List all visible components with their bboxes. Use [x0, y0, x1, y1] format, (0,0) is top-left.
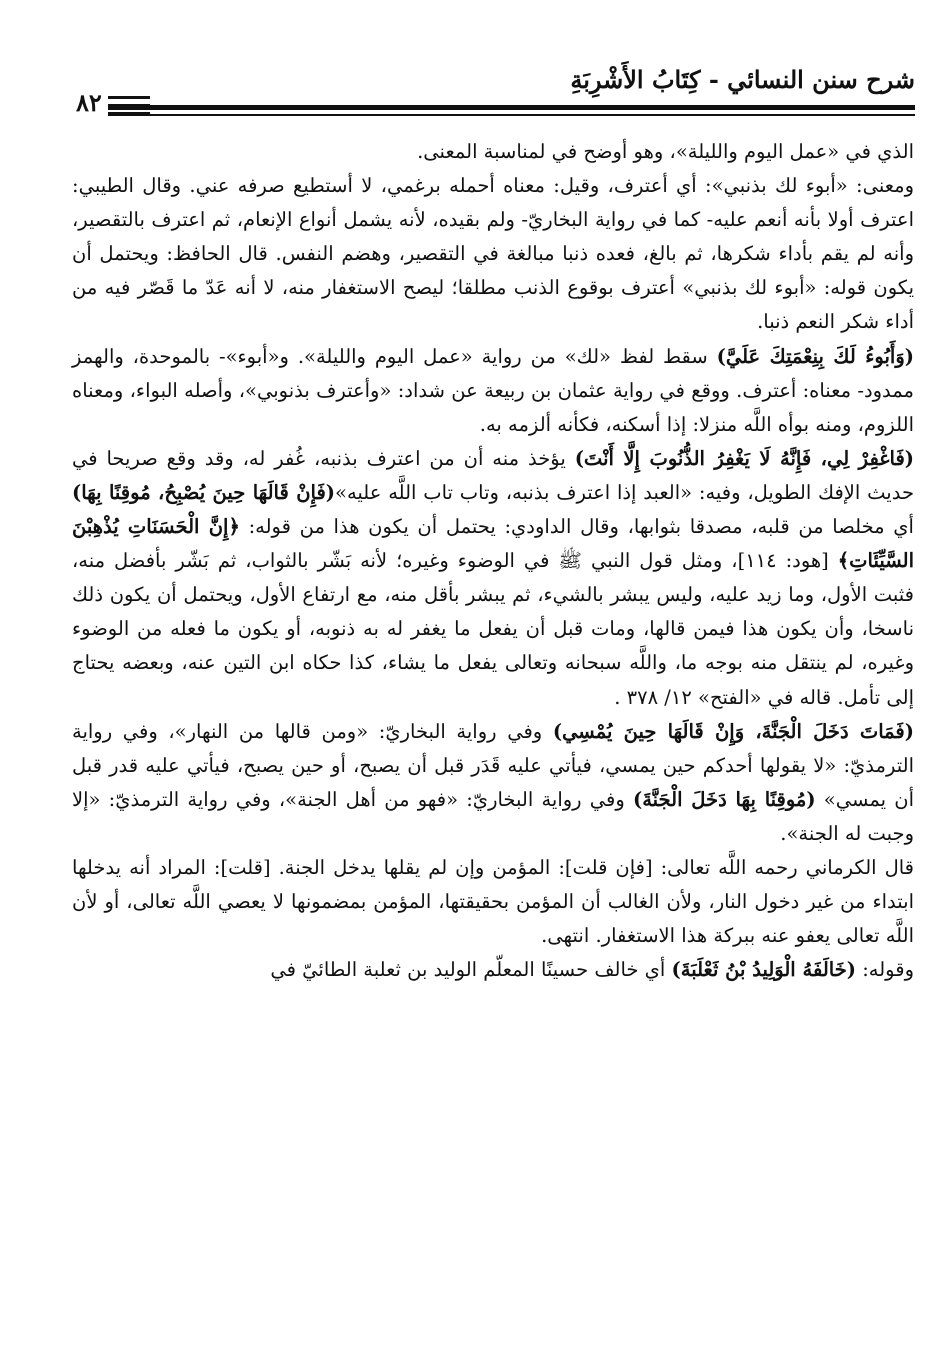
commentary-text: قال الكرماني رحمه اللَّه تعالى: [فإن قلت]: المؤمن وإن لم يقلها يدخل الجنة. [قلت]: المراد أنه يدخلها ابتداء من غير دخول النار، ولأن الغالب أن المؤمن بحقيقتها، المؤمن بمضمونها لا يعصي اللَّه تعالى، أو لأن اللَّه تعالى يعفو عنه ببركة هذا الاستغفار. انتهى. — [72, 855, 914, 948]
quoted-text: ﴿إِنَّ الْحَسَنَاتِ يُذْهِبْنَ السَّيِّئَاتِ﴾ — [72, 515, 914, 573]
quoted-text: (فَمَاتَ دَخَلَ الْجَنَّةَ، وَإِنْ قَالَهَا حِينَ يُمْسِي) — [552, 719, 914, 743]
commentary-text: وقوله: — [856, 958, 914, 982]
running-header — [70, 55, 915, 125]
paragraph — [72, 715, 914, 851]
page-number: ٨٢ — [70, 88, 108, 117]
commentary-text: سقط لفظ «لك» من رواية «عمل اليوم والليلة». و«أبوء»- بالموحدة، والهمز ممدود- معناه: أعترف. ووقع في رواية عثمان بن ربيعة عن شداد: «وأعترف بذنوبي»، وأصله البواء، ومعناه اللزوم، ومنه بوأه اللَّه منزلا: إذا أسكنه، فكأنه ألزمه به. — [72, 344, 914, 436]
header-rule-thin — [70, 114, 915, 116]
quoted-text: (خَالَفَهُ الْوَلِيدُ بْنُ ثَعْلَبَةَ) — [671, 958, 857, 982]
quoted-text: (مُوقِنًا بِهَا دَخَلَ الْجَنَّةَ) — [632, 787, 816, 811]
body-text — [72, 135, 914, 987]
commentary-text: ومعنى: «أبوء لك بذنبي»: أي أعترف، وقيل: معناه أحمله برغمي، لا أستطيع صرفه عني. وقال الطيبي: اعترف أولا بأنه أنعم عليه- كما في رواية البخاريّ- ولم بقيده، لأنه يشمل أنواع الإنعام، ثم اعترف بالتقصير، وأنه لم يقم بأداء شكرها، ثم بالغ، فعده ذنبا مبالغة في التقصير، وهضم النفس. قال الحافظ: ويحتمل أن يكون قوله: «أبوء لك بذنبي» أعترف بوقوع الذنب مطلقا؛ ليصح الاستغفار منه، لا أنه عَدّ ما قَصّر فيه من أداء شكر النعم ذنبا. — [72, 174, 914, 334]
header-title: شرح سنن النسائي - كِتَابُ الأَشْرِبَةِ — [570, 65, 915, 94]
commentary-text: الذي في «عمل اليوم والليلة»، وهو أوضح في لمناسبة المعنى. — [417, 140, 914, 163]
commentary-text: يؤخذ منه أن من اعترف بذنبه، غُفر له، وقد وقع صريحا في حديث الإفك الطويل، وفيه: «العبد إذا اعترف بذنبه، وتاب تاب اللَّه عليه» — [72, 446, 915, 504]
quoted-text: (وَأَبُوءُ لَكَ بِنِعْمَتِكَ عَلَيَّ) — [716, 344, 914, 368]
header-rule-thick — [70, 105, 915, 110]
paragraph — [72, 442, 914, 715]
commentary-text: وفي رواية البخاريّ: «ومن قالها من النهار»، وفي رواية الترمذيّ: «لا يقولها أحدكم حين يمسي، فيأتي عليه قَدَر قبل أن يصبح، أو حين يصبح، فيأتي عليه قدر قبل أن يمسي» — [72, 719, 914, 811]
paragraph — [72, 851, 914, 953]
commentary-text: أي خالف حسينًا المعلّم الوليد بن ثعلبة الطائيّ في — [270, 958, 672, 982]
paragraph — [72, 169, 914, 339]
commentary-text: [هود: ١١٤]، ومثل قول النبي ﷺ في الوضوء وغيره؛ لأنه بَشّر بالثواب، ثم بَشّر بأفضل منه، فثبت الأول، وما زيد عليه، وليس يبشر بالشيء، ثم يبشر بأقل منه، مع ارتفاع الأول، ويحتمل أن يكون ذلك ناسخا، وأن يكون هذا فيمن قالها، ومات قبل أن يفعل ما يغفر له به ذنوبه، أو يكون ما فعله من الوضوء وغيره، لم ينتقل منه بوجه ما، واللَّه سبحانه وتعالى يفعل ما يشاء، كذا حكاه ابن التين عنه، وبعضه يحتاج إلى تأمل. قاله في «الفتح» ١٢/ ٣٧٨ . — [72, 549, 914, 709]
paragraph — [72, 135, 914, 169]
quoted-text: (فَإِنْ قَالَهَا حِينَ يُصْبِحُ، مُوقِنًا بِهَا) — [72, 480, 336, 504]
paragraph — [72, 340, 914, 442]
quoted-text: (فَاغْفِرْ لِي، فَإِنَّهُ لَا يَغْفِرُ الذُّنُوبَ إِلَّا أَنْتَ) — [574, 446, 914, 470]
commentary-text: أي مخلصا من قلبه، مصدقا بثوابها، وقال الداودي: يحتمل أن يكون هذا من قوله: — [239, 515, 914, 539]
commentary-text: وفي رواية البخاريّ: «فهو من أهل الجنة»، وفي رواية الترمذيّ: «إلا وجبت له الجنة». — [72, 787, 914, 845]
paragraph — [72, 953, 914, 987]
